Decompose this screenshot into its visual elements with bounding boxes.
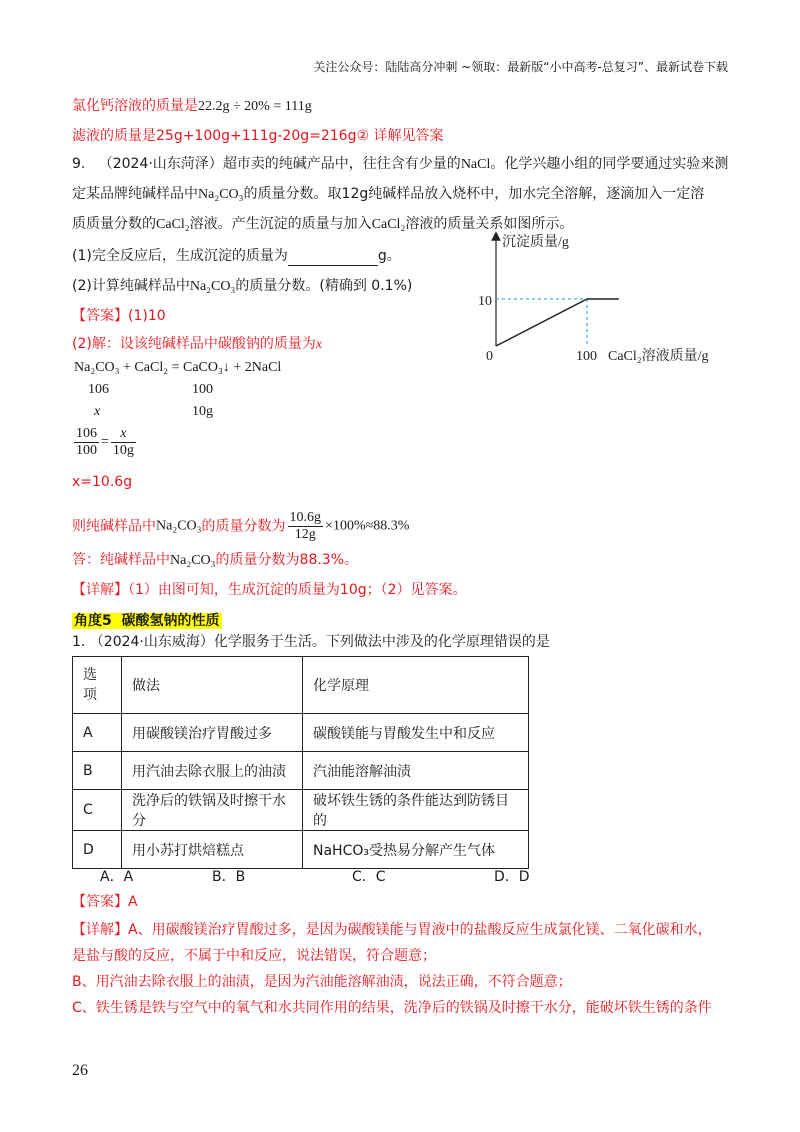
final-answer bbox=[72, 550, 358, 571]
cell-method: 用汽油去除衣服上的油渍 bbox=[122, 752, 303, 790]
cell-principle: 破坏铁生锈的条件能达到防锈目的 bbox=[303, 790, 529, 831]
proportion-left-num: 106 bbox=[76, 426, 97, 441]
section-label bbox=[72, 613, 222, 629]
unknown-x: x bbox=[94, 404, 101, 419]
q9-sub-1 bbox=[72, 246, 401, 266]
q1-detail-3: B、用汽油去除衣服上的油渍，是因为汽油能溶解油渍，说法正确，不符合题意； bbox=[72, 974, 572, 990]
header-principle: 化学原理 bbox=[303, 657, 529, 714]
y-tick-label: 10 bbox=[478, 294, 492, 309]
table-header-row bbox=[73, 657, 529, 714]
formula-na2co3-4: Na₂CO₃ bbox=[170, 553, 216, 568]
q9-line-1 bbox=[72, 154, 728, 175]
y-axis-label: 沉淀质量/g bbox=[502, 235, 569, 250]
prev-line-1 bbox=[72, 96, 312, 117]
molar-mass-na2co3: 106 bbox=[88, 382, 109, 397]
q9-detail-label: 【详解】 bbox=[72, 582, 128, 598]
section-title: 碳酸氢钠的性质 bbox=[121, 613, 220, 629]
option-c[interactable]: C．C bbox=[352, 869, 386, 885]
formula-na2co3-2: Na₂CO₃ bbox=[189, 279, 236, 294]
final-answer-a: 答：纯碱样品中 bbox=[72, 552, 170, 568]
q9-answer-label: 【答案】 bbox=[72, 308, 128, 324]
proportion-left bbox=[74, 426, 99, 459]
section-heading bbox=[72, 610, 222, 630]
percentage-tail: ×100%≈88.3% bbox=[325, 518, 410, 534]
q9-line-2 bbox=[72, 184, 704, 205]
table-row bbox=[73, 752, 529, 790]
prev-line-2: 滤液的质量是25g+100g+111g-20g=216g② 详解见答案 bbox=[72, 128, 444, 144]
q1-detail-1: 【详解】A、用碳酸镁治疗胃酸过多，是因为碳酸镁能与胃液中的盐酸反应生成氯化镁、二氧化碳和水， bbox=[72, 922, 712, 938]
cell-method: 用小苏打烘焙糕点 bbox=[122, 831, 303, 869]
option-a[interactable]: A．A bbox=[100, 869, 134, 885]
q1-detail-2: 是盐与酸的反应，不属于中和反应，说法错误，符合题意； bbox=[72, 948, 436, 964]
reaction-equation: Na₂CO₃ + CaCl₂ = CaCO₃↓ + 2NaCl bbox=[74, 360, 282, 375]
formula-na2co3: Na₂CO₃ bbox=[198, 187, 244, 202]
q9-detail-text: （1）由图可知，生成沉淀的质量为10g；（2）见答案。 bbox=[128, 582, 467, 598]
q9-text-1b: 。化学兴趣小组的同学要通过实验来测 bbox=[490, 156, 729, 172]
answer-blank[interactable] bbox=[288, 251, 378, 266]
q9-solution-intro-text: (2)解：设该纯碱样品中碳酸钠的质量为 bbox=[72, 336, 316, 352]
cell-option: B bbox=[73, 752, 122, 790]
formula-nacl: NaCl bbox=[460, 157, 491, 172]
molar-mass-caco3: 100 bbox=[192, 382, 213, 397]
proportion-right-den: 10g bbox=[112, 443, 134, 458]
percentage-line bbox=[72, 510, 409, 543]
option-d[interactable]: D．D bbox=[494, 869, 530, 885]
q9-number: 9. bbox=[72, 156, 86, 172]
q9-text-1a: 超市卖的纯碱产品中，往往含有少量的 bbox=[222, 156, 461, 172]
q9-detail bbox=[72, 580, 467, 600]
percentage-b: 的质量分数为 bbox=[201, 518, 286, 535]
cell-principle: NaHCO₃受热易分解产生气体 bbox=[303, 831, 529, 869]
formula-cacl2-2: CaCl₂ bbox=[371, 217, 406, 232]
q9-solution-var: x bbox=[315, 337, 323, 352]
cell-option: D bbox=[73, 831, 122, 869]
table-row bbox=[73, 831, 529, 869]
page-number: 26 bbox=[72, 1062, 88, 1079]
header-option bbox=[73, 657, 122, 714]
table-row bbox=[73, 790, 529, 831]
precipitation-chart bbox=[470, 228, 730, 368]
final-answer-b: 的质量分数为88.3%。 bbox=[215, 552, 359, 568]
formula-cacl2: CaCl₂ bbox=[156, 217, 190, 232]
q9-text-2b: 的质量分数。取12g纯碱样品放入烧杯中，加水完全溶解，逐滴加入一定溶 bbox=[243, 186, 705, 202]
cell-method: 用碳酸镁治疗胃酸过多 bbox=[122, 714, 303, 752]
q9-sub-2b: 的质量分数。(精确到 0.1%) bbox=[235, 278, 413, 294]
prev-line-1-label: 氯化钙溶液的质量是 bbox=[72, 98, 198, 114]
q9-sub-1a: (1)完全反应后，生成沉淀的质量为 bbox=[72, 248, 288, 264]
q9-answer-1: (1)10 bbox=[128, 308, 166, 324]
x-result: x=10.6g bbox=[72, 474, 133, 490]
table-row bbox=[73, 714, 529, 752]
mass-caco3: 10g bbox=[192, 404, 213, 419]
q9-text-2a: 定某品牌纯碱样品中 bbox=[72, 186, 198, 202]
q9-text-3c: 溶液的质量关系如图所示。 bbox=[405, 216, 574, 232]
q9-answer bbox=[72, 306, 166, 326]
prev-line-1-equation: 22.2g ÷ 20% = 111g bbox=[198, 99, 312, 114]
choice-table bbox=[72, 656, 529, 869]
formula-na2co3-3: Na₂CO₃ bbox=[156, 518, 202, 534]
q9-sub-2 bbox=[72, 276, 412, 297]
cell-principle: 汽油能溶解油渍 bbox=[303, 752, 529, 790]
origin-label: 0 bbox=[486, 349, 493, 364]
q9-sub-2a: (2)计算纯碱样品中 bbox=[72, 278, 190, 294]
section-label-text: 角度5 bbox=[74, 613, 112, 629]
proportion: $\frac{106}{100}$ = $\frac{x}{10g}$ bbox=[76, 426, 134, 458]
cell-principle: 碳酸镁能与胃酸发生中和反应 bbox=[303, 714, 529, 752]
q9-text-3b: 溶液。产生沉淀的质量与加入 bbox=[189, 216, 372, 232]
header-option-text: 选项 bbox=[83, 667, 97, 703]
series-line bbox=[496, 299, 619, 346]
header-method: 做法 bbox=[122, 657, 303, 714]
page-header: 关注公众号：陆陆高分冲刺 ~领取：最新版“小中高考-总复习”、最新试卷下载 bbox=[313, 60, 728, 74]
proportion-right-num: x bbox=[111, 426, 136, 443]
x-tick-label: 100 bbox=[576, 349, 597, 364]
q9-text-3a: 质质量分数的 bbox=[72, 216, 156, 232]
q9-source: （2024·山东菏泽） bbox=[98, 156, 223, 172]
cell-method: 洗净后的铁锅及时擦干水分 bbox=[122, 790, 303, 831]
percentage-num: 10.6g bbox=[289, 510, 322, 525]
option-b[interactable]: B．B bbox=[212, 869, 246, 885]
percentage-den: 12g bbox=[294, 527, 316, 542]
x-axis-label: CaCl₂溶液质量/g bbox=[608, 349, 709, 364]
q9-sub-1b: g。 bbox=[377, 248, 401, 264]
percentage-a: 则纯碱样品中 bbox=[72, 518, 156, 535]
cell-option: A bbox=[73, 714, 122, 752]
q1-detail-4: C、铁生锈是铁与空气中的氧气和水共同作用的结果，洗净后的铁锅及时擦干水分，能破坏铁生锈的条件 bbox=[72, 1000, 712, 1016]
proportion-left-den: 100 bbox=[76, 443, 97, 458]
q1-stem: 1. （2024·山东威海）化学服务于生活。下列做法中涉及的化学原理错误的是 bbox=[72, 634, 550, 650]
percentage-fraction bbox=[288, 510, 324, 543]
cell-option: C bbox=[73, 790, 122, 831]
q9-solution-intro bbox=[72, 334, 322, 355]
proportion-right bbox=[111, 426, 136, 459]
q1-answer: 【答案】A bbox=[72, 894, 138, 910]
